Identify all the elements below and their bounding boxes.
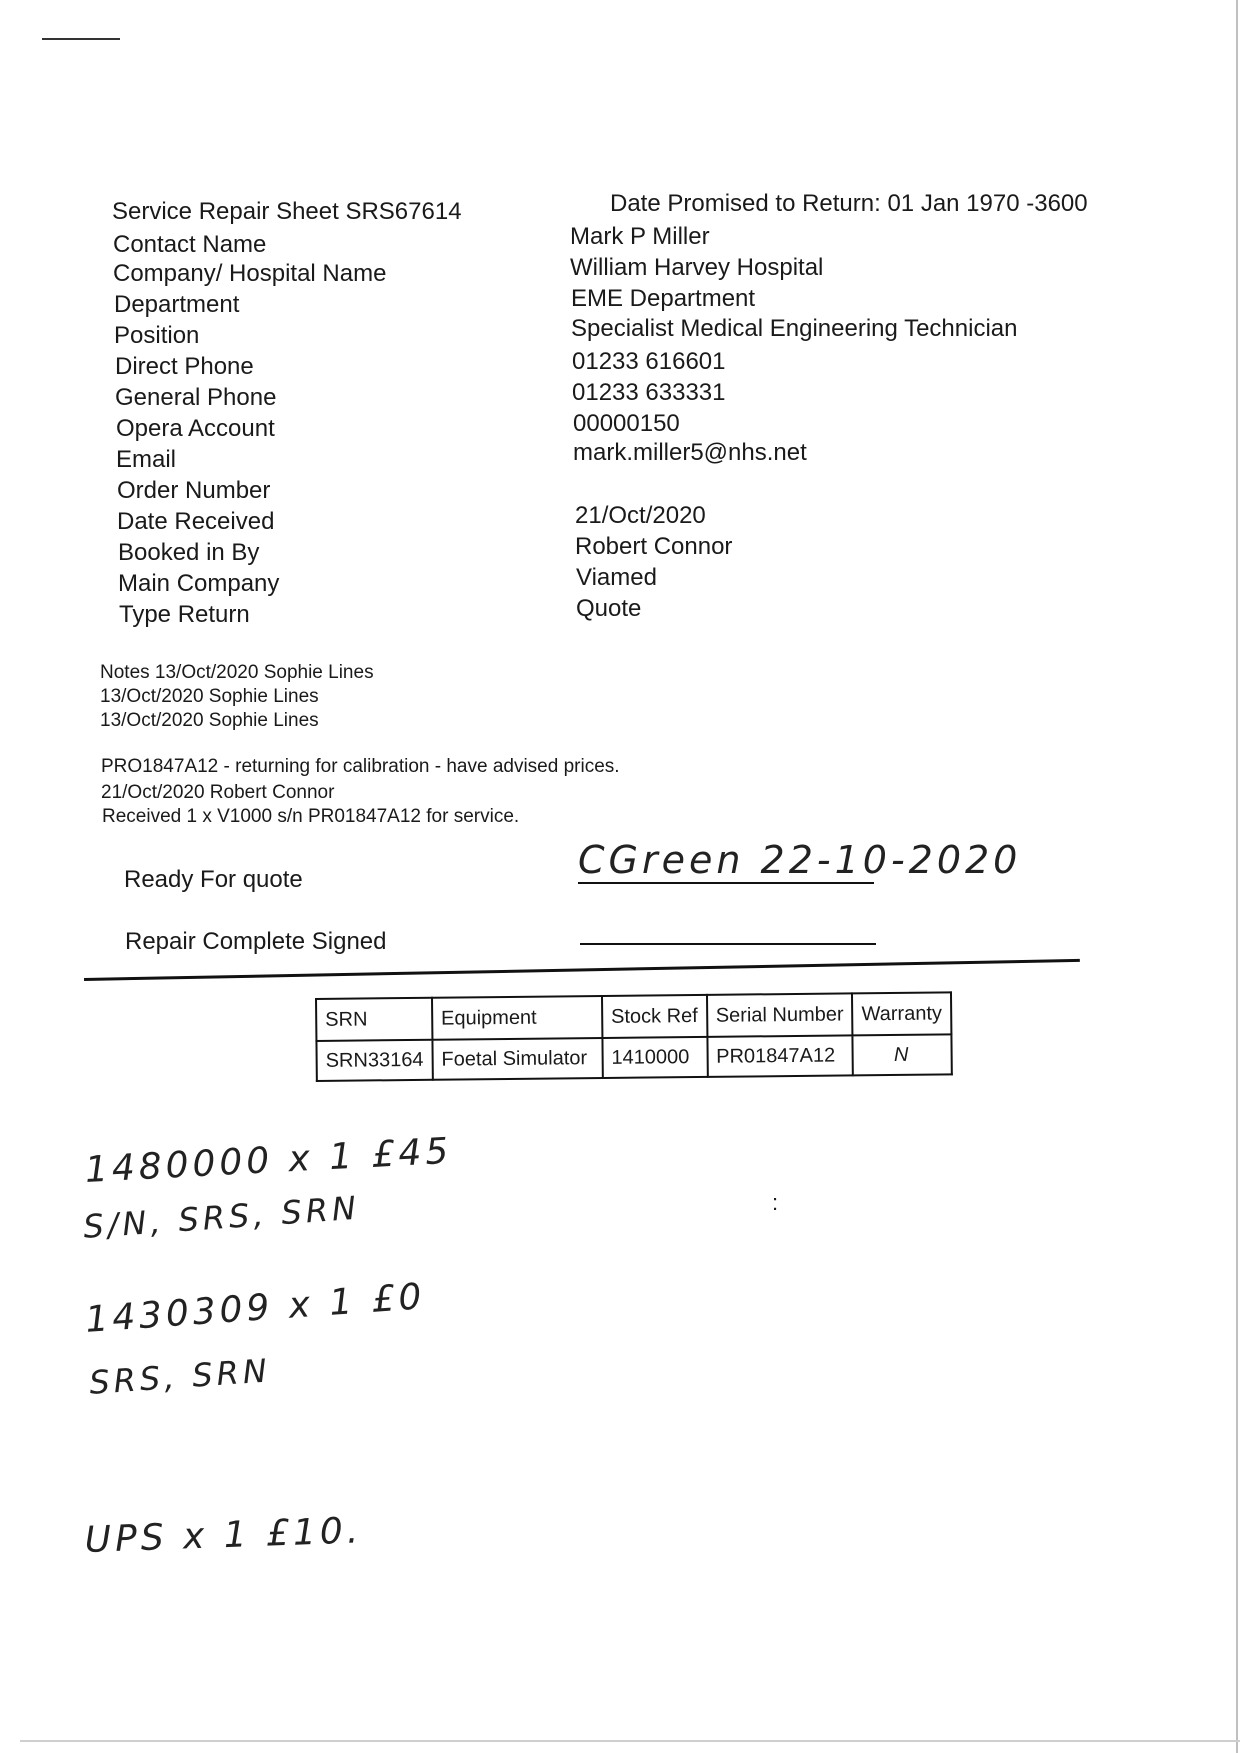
handwritten-line: 1480000 x 1 £45	[84, 1130, 454, 1191]
opera-account-value: 00000150	[573, 410, 680, 437]
cell-serial-number: PR01847A12	[707, 1035, 853, 1077]
scan-edge-bottom	[20, 1740, 1240, 1742]
field-label: Direct Phone	[115, 353, 254, 380]
ready-for-quote-label: Ready For quote	[124, 866, 303, 893]
handwritten-line: 1430309 x 1 £0	[84, 1276, 427, 1341]
column-header-srn: SRN	[316, 998, 432, 1041]
cell-equipment: Foetal Simulator	[432, 1038, 602, 1080]
field-label: Opera Account	[116, 415, 275, 442]
main-company-value: Viamed	[576, 564, 657, 591]
equipment-table	[315, 991, 953, 1082]
date-promised: Date Promised to Return: 01 Jan 1970 -3600	[610, 190, 1088, 217]
type-return-value: Quote	[576, 595, 642, 622]
field-label: Booked in By	[118, 539, 260, 566]
cell-stock-ref: 1410000	[602, 1037, 707, 1078]
field-label: Position	[114, 322, 200, 349]
field-label: General Phone	[115, 384, 277, 411]
general-phone-value: 01233 633331	[572, 379, 726, 406]
ready-signature: CGreen 22-10-2020	[578, 838, 1022, 882]
column-header-equipment: Equipment	[432, 996, 602, 1040]
scan-edge-right	[1236, 0, 1238, 1753]
contact-name-value: Mark P Miller	[570, 223, 710, 250]
note-line: 13/Oct/2020 Sophie Lines	[100, 710, 319, 731]
field-label: Main Company	[118, 570, 280, 597]
cell-srn: SRN33164	[316, 1040, 432, 1081]
handwritten-line: UPS x 1 £10.	[84, 1510, 363, 1561]
sheet-title: Service Repair Sheet SRS67614	[112, 198, 462, 225]
note-line: 13/Oct/2020 Sophie Lines	[100, 686, 319, 707]
ready-signature-line	[578, 882, 874, 884]
table-header-row	[316, 992, 951, 1041]
company-value: William Harvey Hospital	[570, 254, 824, 281]
direct-phone-value: 01233 616601	[572, 348, 726, 375]
warranty-handwritten-mark: N	[893, 1043, 911, 1066]
section-divider	[84, 959, 1080, 981]
note-line: Notes 13/Oct/2020 Sophie Lines	[100, 662, 374, 683]
position-value: Specialist Medical Engineering Technician	[571, 315, 1018, 342]
field-label: Company/ Hospital Name	[113, 260, 387, 287]
field-label: Type Return	[119, 601, 250, 628]
table-row	[316, 1034, 951, 1081]
column-header-stock-ref: Stock Ref	[602, 995, 707, 1038]
date-received-value: 21/Oct/2020	[575, 502, 706, 529]
email-value: mark.miller5@nhs.net	[573, 439, 807, 466]
repair-complete-signature-line	[580, 943, 876, 945]
cell-warranty	[853, 1034, 952, 1075]
department-value: EME Department	[571, 285, 756, 312]
handwritten-line: SRS, SRN	[88, 1351, 272, 1402]
repair-complete-label: Repair Complete Signed	[125, 928, 387, 955]
note-line: Received 1 x V1000 s/n PR01847A12 for service.	[102, 806, 520, 827]
column-header-warranty: Warranty	[852, 992, 951, 1035]
field-label: Order Number	[117, 477, 271, 504]
note-line: 21/Oct/2020 Robert Connor	[101, 782, 335, 803]
corner-mark	[42, 38, 120, 40]
field-label: Contact Name	[113, 231, 267, 258]
column-header-serial-number: Serial Number	[707, 993, 853, 1037]
handwritten-line: S/N, SRS, SRN	[82, 1188, 362, 1246]
field-label: Department	[114, 291, 240, 318]
booked-in-by-value: Robert Connor	[575, 533, 733, 560]
note-line: PRO1847A12 - returning for calibration - have advised prices.	[101, 756, 620, 777]
field-label: Email	[116, 446, 177, 473]
field-label: Date Received	[117, 508, 275, 535]
stray-mark: :	[772, 1190, 779, 1215]
